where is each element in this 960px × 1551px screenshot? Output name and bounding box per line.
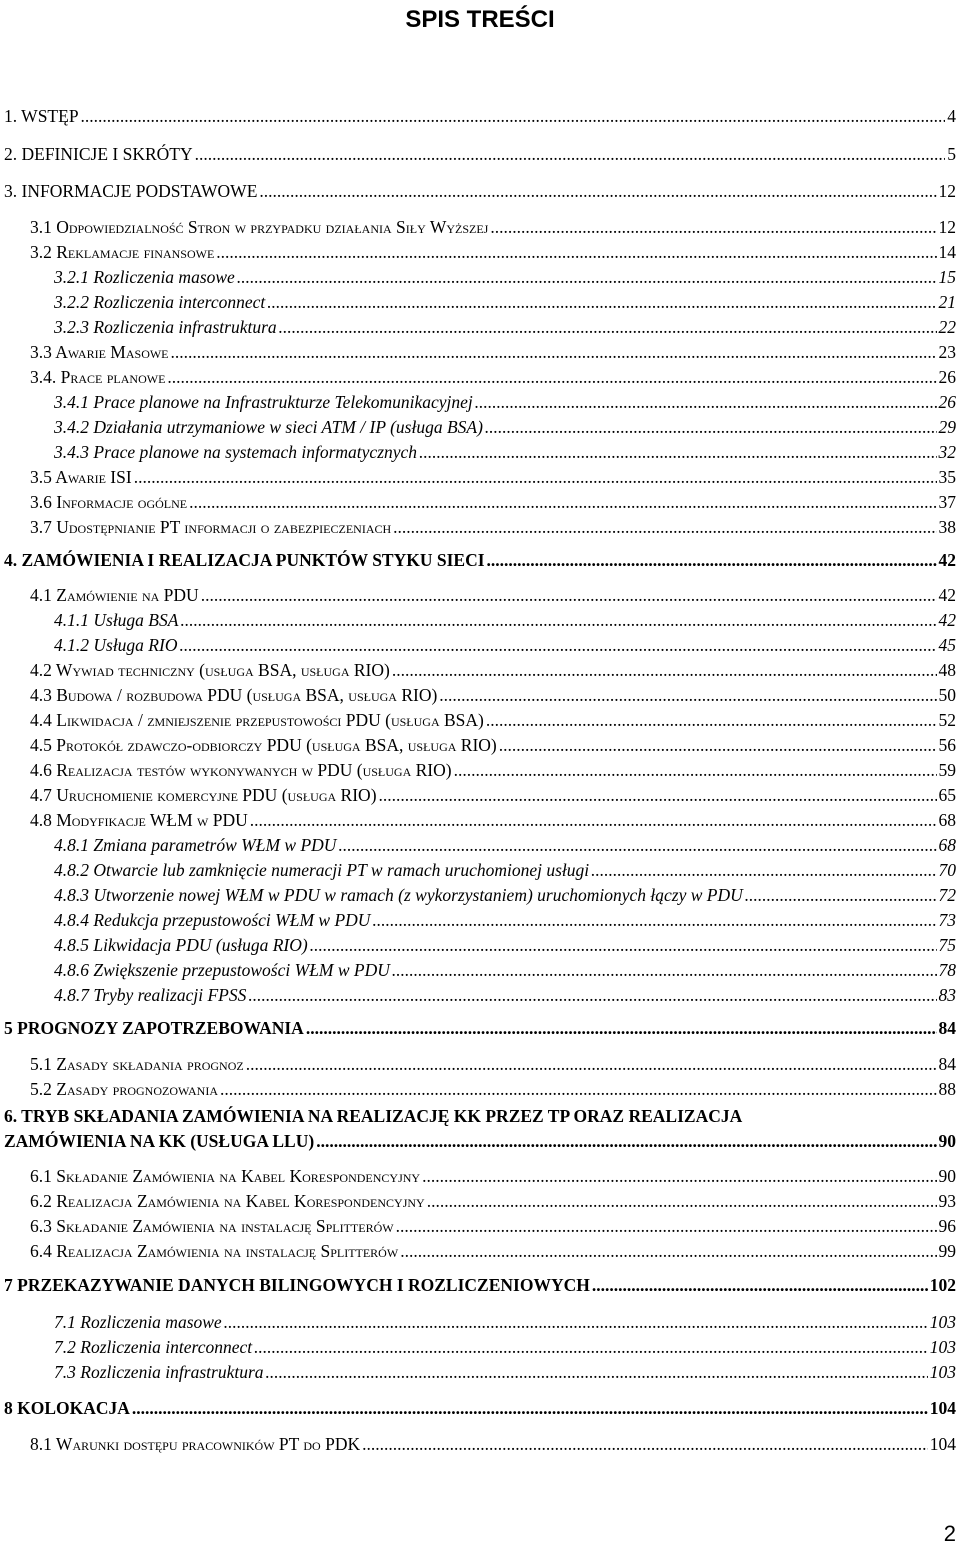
toc-entry-label-line1: 6. TRYB SKŁADANIA ZAMÓWIENIA NA REALIZACJĘ KK PRZEZ TP ORAZ REALIZACJA: [4, 1106, 743, 1126]
toc-entry[interactable]: 4.6 Realizacja testów wykonywanych w PDU (usługa RIO) ..... 59: [30, 759, 956, 781]
toc-entry[interactable]: 3.4.2 Działania utrzymaniowe w sieci ATM / IP (usługa BSA) ..... 29: [54, 416, 956, 438]
toc-entry[interactable]: 3.2.1 Rozliczenia masowe ..... 15: [54, 266, 956, 288]
toc-entry[interactable]: 4. ZAMÓWIENIA I REALIZACJA PUNKTÓW STYKU SIECI ..... 42: [4, 549, 956, 571]
page-number: 2: [943, 1521, 956, 1546]
toc-entry[interactable]: 8 KOLOKACJA ..... 104: [4, 1397, 956, 1419]
page-title: SPIS TREŚCI: [405, 6, 555, 33]
toc-entry[interactable]: 3.4.1 Prace planowe na Infrastrukturze Telekomunikacyjnej ..... 26: [54, 391, 956, 413]
toc-entry[interactable]: 4.8.1 Zmiana parametrów WŁM w PDU ..... 68: [54, 834, 956, 856]
toc-entry-label-line2: ZAMÓWIENIA NA KK (USŁUGA LLU): [4, 1131, 315, 1151]
toc-entry[interactable]: 3.4. Prace planowe ..... 26: [30, 366, 956, 388]
toc-entry[interactable]: 3.2.3 Rozliczenia infrastruktura ..... 22: [54, 316, 956, 338]
toc-entry[interactable]: 3.1 Odpowiedzialność Stron w przypadku działania Siły Wyższej ..... 12: [30, 216, 956, 238]
toc-entry[interactable]: 8.1 Warunki dostępu pracowników PT do PDK ..... 104: [30, 1433, 956, 1455]
toc-entry[interactable]: 7 PRZEKAZYWANIE DANYCH BILINGOWYCH I ROZLICZENIOWYCH ..... 102: [4, 1274, 956, 1296]
toc-entry-page: 90: [938, 1131, 956, 1151]
toc-entry[interactable]: 3.7 Udostępnianie PT informacji o zabezpieczeniach ..... 38: [30, 516, 956, 538]
toc-entry[interactable]: 4.8.2 Otwarcie lub zamknięcie numeracji PT w ramach uruchomionej usługi ..... 70: [54, 859, 956, 881]
toc-entry[interactable]: 3.2 Reklamacje finansowe ..... 14: [30, 241, 956, 263]
toc-entry[interactable]: 4.8.5 Likwidacja PDU (usługa RIO) ..... 75: [54, 934, 956, 956]
toc-entry[interactable]: 4.4 Likwidacja / zmniejszenie przepustowości PDU (usługa BSA) ..... 52: [30, 709, 956, 731]
toc-entry[interactable]: 3.3 Awarie Masowe ..... 23: [30, 341, 956, 363]
toc-entry[interactable]: 6.3 Składanie Zamówienia na instalację Splitterów ..... 96: [30, 1215, 956, 1237]
toc-entry[interactable]: 4.8.7 Tryby realizacji FPSS ..... 83: [54, 984, 956, 1006]
toc-entry[interactable]: 7.2 Rozliczenia interconnect ..... 103: [54, 1336, 956, 1358]
toc-entry[interactable]: 5 PROGNOZY ZAPOTRZEBOWANIA ..... 84: [4, 1017, 956, 1039]
toc-entry[interactable]: 3.5 Awarie ISI ..... 35: [30, 466, 956, 488]
toc-entry[interactable]: 7.3 Rozliczenia infrastruktura ..... 103: [54, 1361, 956, 1383]
toc-entry[interactable]: 4.3 Budowa / rozbudowa PDU (usługa BSA, usługa RIO) ..... 50: [30, 684, 956, 706]
toc-entry[interactable]: 6.2 Realizacja Zamówienia na Kabel Korespondencyjny ..... 93: [30, 1190, 956, 1212]
toc-entry[interactable]: 4.8 Modyfikacje WŁM w PDU ..... 68: [30, 809, 956, 831]
toc-entry[interactable]: 3.2.2 Rozliczenia interconnect ..... 21: [54, 291, 956, 313]
toc-entry[interactable]: 4.1.1 Usługa BSA ..... 42: [54, 609, 956, 631]
toc-entry[interactable]: 5.2 Zasady prognozowania ..... 88: [30, 1078, 956, 1100]
toc-entry[interactable]: 4.7 Uruchomienie komercyjne PDU (usługa RIO) ..... 65: [30, 784, 956, 806]
toc-entry[interactable]: 3. INFORMACJE PODSTAWOWE ..... 12: [4, 180, 956, 202]
toc-entry[interactable]: 6.1 Składanie Zamówienia na Kabel Korespondencyjny ..... 90: [30, 1165, 956, 1187]
toc-entry[interactable]: 4.8.6 Zwiększenie przepustowości WŁM w PDU ..... 78: [54, 959, 956, 981]
toc-entry[interactable]: 3.6 Informacje ogólne ..... 37: [30, 491, 956, 513]
toc-entry[interactable]: 4.8.3 Utworzenie nowej WŁM w PDU w ramach (z wykorzystaniem) uruchomionych łączy w PDU ..... 72: [54, 884, 956, 906]
toc-entry[interactable]: 4.5 Protokół zdawczo-odbiorczy PDU (usługa BSA, usługa RIO) ..... 56: [30, 734, 956, 756]
toc-entry[interactable]: 4.1.2 Usługa RIO ..... 45: [54, 634, 956, 656]
toc-entry[interactable]: [4, 1104, 956, 1154]
toc-entry[interactable]: 1. WSTĘP ..... 4: [4, 105, 956, 127]
toc-entry[interactable]: 2. DEFINICJE I SKRÓTY ..... 5: [4, 143, 956, 165]
toc-entry[interactable]: 7.1 Rozliczenia masowe ..... 103: [54, 1311, 956, 1333]
toc-entry[interactable]: 4.8.4 Redukcja przepustowości WŁM w PDU ..... 73: [54, 909, 956, 931]
toc-entry[interactable]: 4.1 Zamówienie na PDU ..... 42: [30, 584, 956, 606]
toc-entry[interactable]: 4.2 Wywiad techniczny (usługa BSA, usługa RIO) ..... 48: [30, 659, 956, 681]
toc-entry[interactable]: 6.4 Realizacja Zamówienia na instalację Splitterów ..... 99: [30, 1240, 956, 1262]
toc-entry[interactable]: 3.4.3 Prace planowe na systemach informatycznych ..... 32: [54, 441, 956, 463]
toc-entry[interactable]: 5.1 Zasady składania prognoz ..... 84: [30, 1053, 956, 1075]
